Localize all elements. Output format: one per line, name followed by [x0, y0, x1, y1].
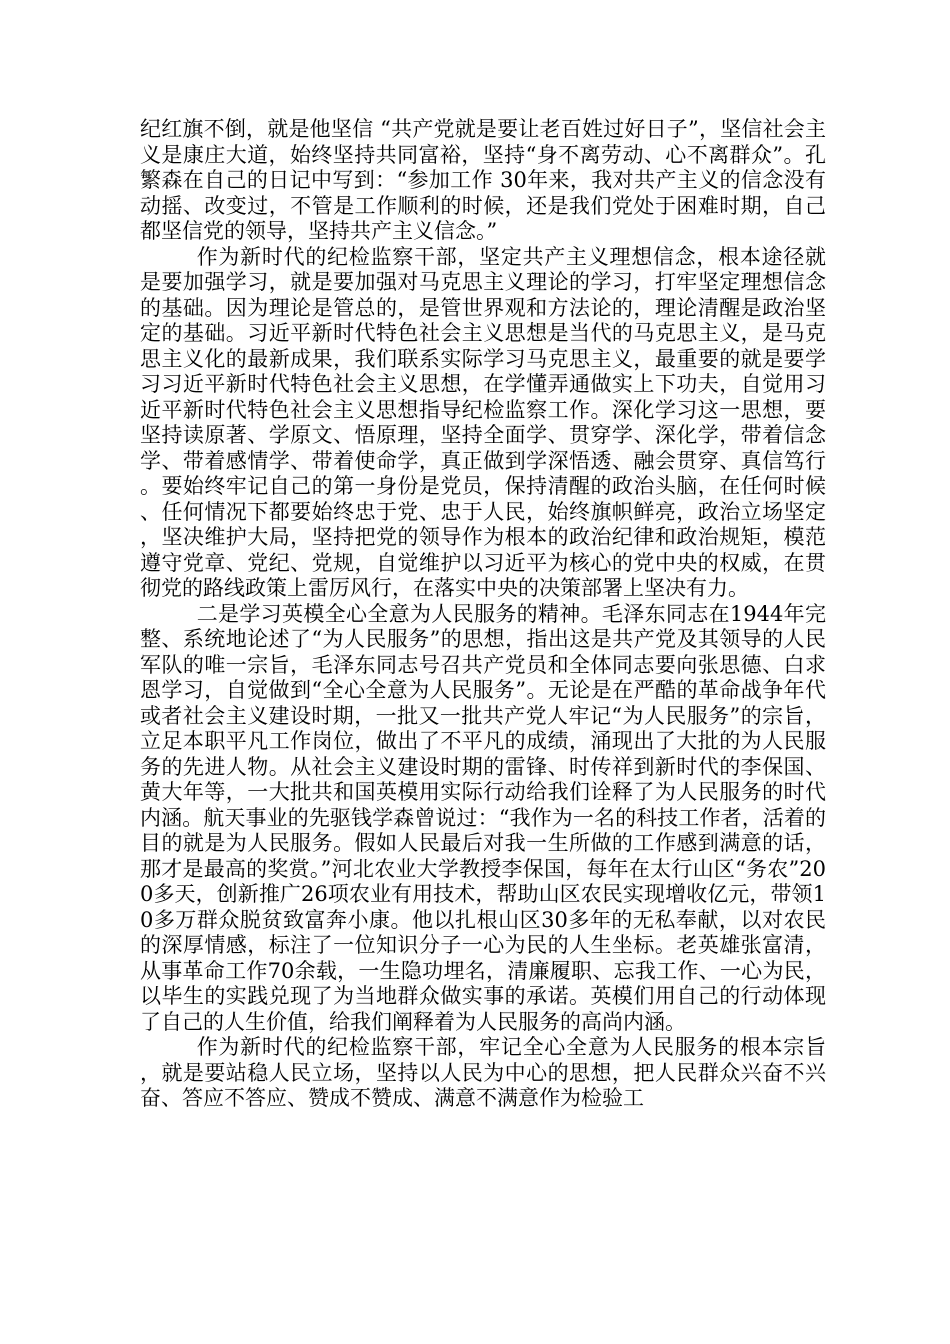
- paragraph-serve-people: 二是学习英模全心全意为人民服务的精神。毛泽东同志在1944年完整、系统地论述了“为人民服务”的思想，指出这是共产党及其领导的人民军队的唯一宗旨，毛泽东同志号召共产党员和全体同志要向张思德、白求恩学习，自觉做到“全心全意为人民服务”。无论是在严酷的革命战争年代或者社会主义建设时期，一批又一批共产党人牢记“为人民服务”的宗旨，立足本职平凡工作岗位，做出了不平凡的成绩，涌现出了大批的为人民服务的先进人物。从社会主义建设时期的雷锋、时传祥到新时代的李保国、黄大年等，一大批共和国英模用实际行动给我们诠释了为人民服务的时代内涵。航天事业的先驱钱学森曾说过：“我作为一名的科技工作者，活着的目的就是为人民服务。假如人民最后对我一生所做的工作感到满意的话，那才是最高的奖赏。”河北农业大学教授李保国，每年在太行山区“务农”200多天，创新推广26项农业有用技术，帮助山区农民实现增收亿元，带领10多万群众脱贫致富奔小康。他以扎根山区30多年的无私奉献，以对农民的深厚情感，标注了一位知识分子一心为民的人生坐标。老英雄张富清，从事革命工作70余载，一生隐功埋名，清廉履职、忘我工作、一心为民，以毕生的实践兑现了为当地群众做实事的承诺。英模们用自己的行动体现了自己的人生价值，给我们阐释着为人民服务的高尚内涵。: [140, 601, 826, 1034]
- document-body: [140, 117, 826, 1112]
- paragraph-continuation: 纪红旗不倒，就是他坚信 “共产党就是要让老百姓过好日子”，坚信社会主义是康庄大道，始终坚持共同富裕，坚持“身不离劳动、心不离群众”。孔繁森在自己的日记中写到：“参加工作 30年来，我对共产主义的信念没有动摇、改变过，不管是工作顺利的时候，还是我们党处于困难时期，自己都坚信党的领导，坚持共产主义信念。”: [140, 117, 826, 243]
- paragraph-theory-study: 作为新时代的纪检监察干部，坚定共产主义理想信念，根本途径就是要加强学习，就是要加强对马克思主义理论的学习，打牢坚定理想信念的基础。因为理论是管总的，是管世界观和方法论的，理论清醒是政治坚定的基础。习近平新时代特色社会主义思想是当代的马克思主义，是马克思主义化的最新成果，我们联系实际学习马克思主义，最重要的就是要学习习近平新时代特色社会主义思想，在学懂弄通做实上下功夫，自觉用习近平新时代特色社会主义思想指导纪检监察工作。深化学习这一思想，要坚持读原著、学原文、悟原理，坚持全面学、贯穿学、深化学，带着信念学、带着感情学、带着使命学，真正做到学深悟透、融会贯穿、真信笃行。要始终牢记自己的第一身份是党员，保持清醒的政治头脑，在任何时候、任何情况下都要始终忠于党、忠于人民，始终旗帜鲜亮，政治立场坚定，坚决维护大局，坚持把党的领导作为根本的政治纪律和政治规矩，模范遵守党章、党纪、党规，自觉维护以习近平为核心的党中央的权威，在贯彻党的路线政策上雷厉风行，在落实中央的决策部署上坚决有力。: [140, 244, 826, 600]
- paragraph-people-stance: 作为新时代的纪检监察干部，牢记全心全意为人民服务的根本宗旨，就是要站稳人民立场，坚持以人民为中心的思想，把人民群众兴奋不兴奋、答应不答应、赞成不赞成、满意不满意作为检验工: [140, 1035, 826, 1110]
